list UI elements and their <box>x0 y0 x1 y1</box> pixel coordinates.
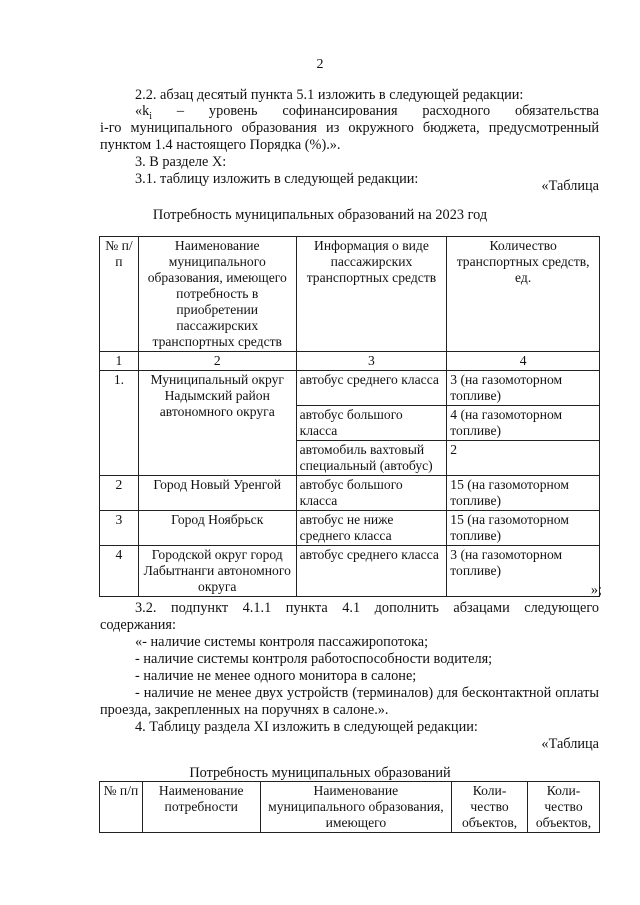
bullet-passenger-flow: «- наличие системы контроля пассажиропотока; <box>135 634 429 650</box>
paragraph-ki-line2: i-го муниципального образования из окружного бюджета, предусмотренный <box>100 120 599 136</box>
table-1-row-number: 3 <box>100 511 139 546</box>
paragraph-3-2-line1: 3.2. подпункт 4.1.1 пункта 4.1 дополнить абзацами следующего <box>135 600 599 616</box>
table-1-colnum: 4 <box>447 352 600 371</box>
table-1-vehicle-type: автобус большого класса <box>296 406 447 441</box>
paragraph-ki-line3: пунктом 1.4 настоящего Порядка (%).». <box>100 137 341 153</box>
bullet-monitor: - наличие не менее одного монитора в салоне; <box>135 668 417 684</box>
table-1-colnum: 2 <box>138 352 296 371</box>
table-2-header-cell: Наименование муниципального образования, имеющего <box>260 782 451 833</box>
table-1-quantity: 2 <box>447 441 600 476</box>
table-1 <box>99 236 600 597</box>
table-1-row-number: 2 <box>100 476 139 511</box>
bullet-driver-control: - наличие системы контроля работоспособности водителя; <box>135 651 493 667</box>
table-1-vehicle-type: автобус большого класса <box>296 476 447 511</box>
table-row <box>100 476 600 511</box>
table-1-municipality: Город Ноябрьск <box>138 511 296 546</box>
table-1-header-cell: Количество транспортных средств, ед. <box>447 237 600 352</box>
table-1-colnum: 3 <box>296 352 447 371</box>
table-1-municipality: Городской округ город Лабытнанги автономного округа <box>138 546 296 597</box>
table-1-quantity: 3 (на газомоторном топливе) <box>447 546 600 597</box>
table-1-vehicle-type: автобус среднего класса <box>296 371 447 406</box>
table-1-quantity: 4 (на газомоторном топливе) <box>447 406 600 441</box>
table-1-vehicle-type: автомобиль вахтовый специальный (автобус) <box>296 441 447 476</box>
paragraph-2-2: 2.2. абзац десятый пункта 5.1 изложить в следующей редакции: <box>135 87 524 103</box>
table-2-heading: Потребность муниципальных образований <box>189 765 451 781</box>
paragraph-4: 4. Таблицу раздела XI изложить в следующей редакции: <box>135 719 478 735</box>
table-row <box>100 371 600 406</box>
table-1-header-cell: Наименование муниципального образования, имеющего потребность в приобретении пассажирских транспортных средств <box>138 237 296 352</box>
table-2-header-cell: Коли-чество объектов, <box>452 782 528 833</box>
table-2-header-cell: Коли-чество объектов, <box>528 782 600 833</box>
table-1-quantity: 15 (на газомоторном топливе) <box>447 511 600 546</box>
table-1-municipality: Город Новый Уренгой <box>138 476 296 511</box>
table-1-vehicle-type: автобус не ниже среднего класса <box>296 511 447 546</box>
table-1-row-number: 1. <box>100 371 139 476</box>
closing-quote-1: »; <box>590 582 602 598</box>
table-2-header-cell: № п/п <box>100 782 143 833</box>
table-label-1: «Таблица <box>541 178 599 194</box>
table-row <box>100 511 600 546</box>
bullet-terminals-line1: - наличие не менее двух устройств (терминалов) для бесконтактной оплаты <box>135 685 599 701</box>
paragraph-ki-line1: «$k_i$ – уровень софинансирования расходного обязательства <box>135 103 599 122</box>
table-1-quantity: 3 (на газомоторном топливе) <box>447 371 600 406</box>
table-label-2: «Таблица <box>541 736 599 752</box>
table-1-municipality: Муниципальный округ Надымский район автономного округа <box>138 371 296 476</box>
table-1-vehicle-type: автобус среднего класса <box>296 546 447 597</box>
table-2 <box>99 781 600 833</box>
table-1-row-number: 4 <box>100 546 139 597</box>
table-1-quantity: 15 (на газомоторном топливе) <box>447 476 600 511</box>
table-row <box>100 546 600 597</box>
table-1-header-cell: Информация о виде пассажирских транспортных средств <box>296 237 447 352</box>
paragraph-3-1: 3.1. таблицу изложить в следующей редакции: <box>135 171 419 187</box>
page-number: 2 <box>316 57 324 72</box>
table-1-heading: Потребность муниципальных образований на 2023 год <box>152 207 488 223</box>
paragraph-section-x: 3. В разделе X: <box>135 154 227 170</box>
table-1-colnum: 1 <box>100 352 139 371</box>
paragraph-3-2-line2: содержания: <box>100 617 176 633</box>
bullet-terminals-line2: проезда, закрепленных на поручнях в салоне.». <box>100 702 389 718</box>
table-2-header-cell: Наименование потребности <box>142 782 260 833</box>
table-1-header-cell: № п/п <box>100 237 139 352</box>
